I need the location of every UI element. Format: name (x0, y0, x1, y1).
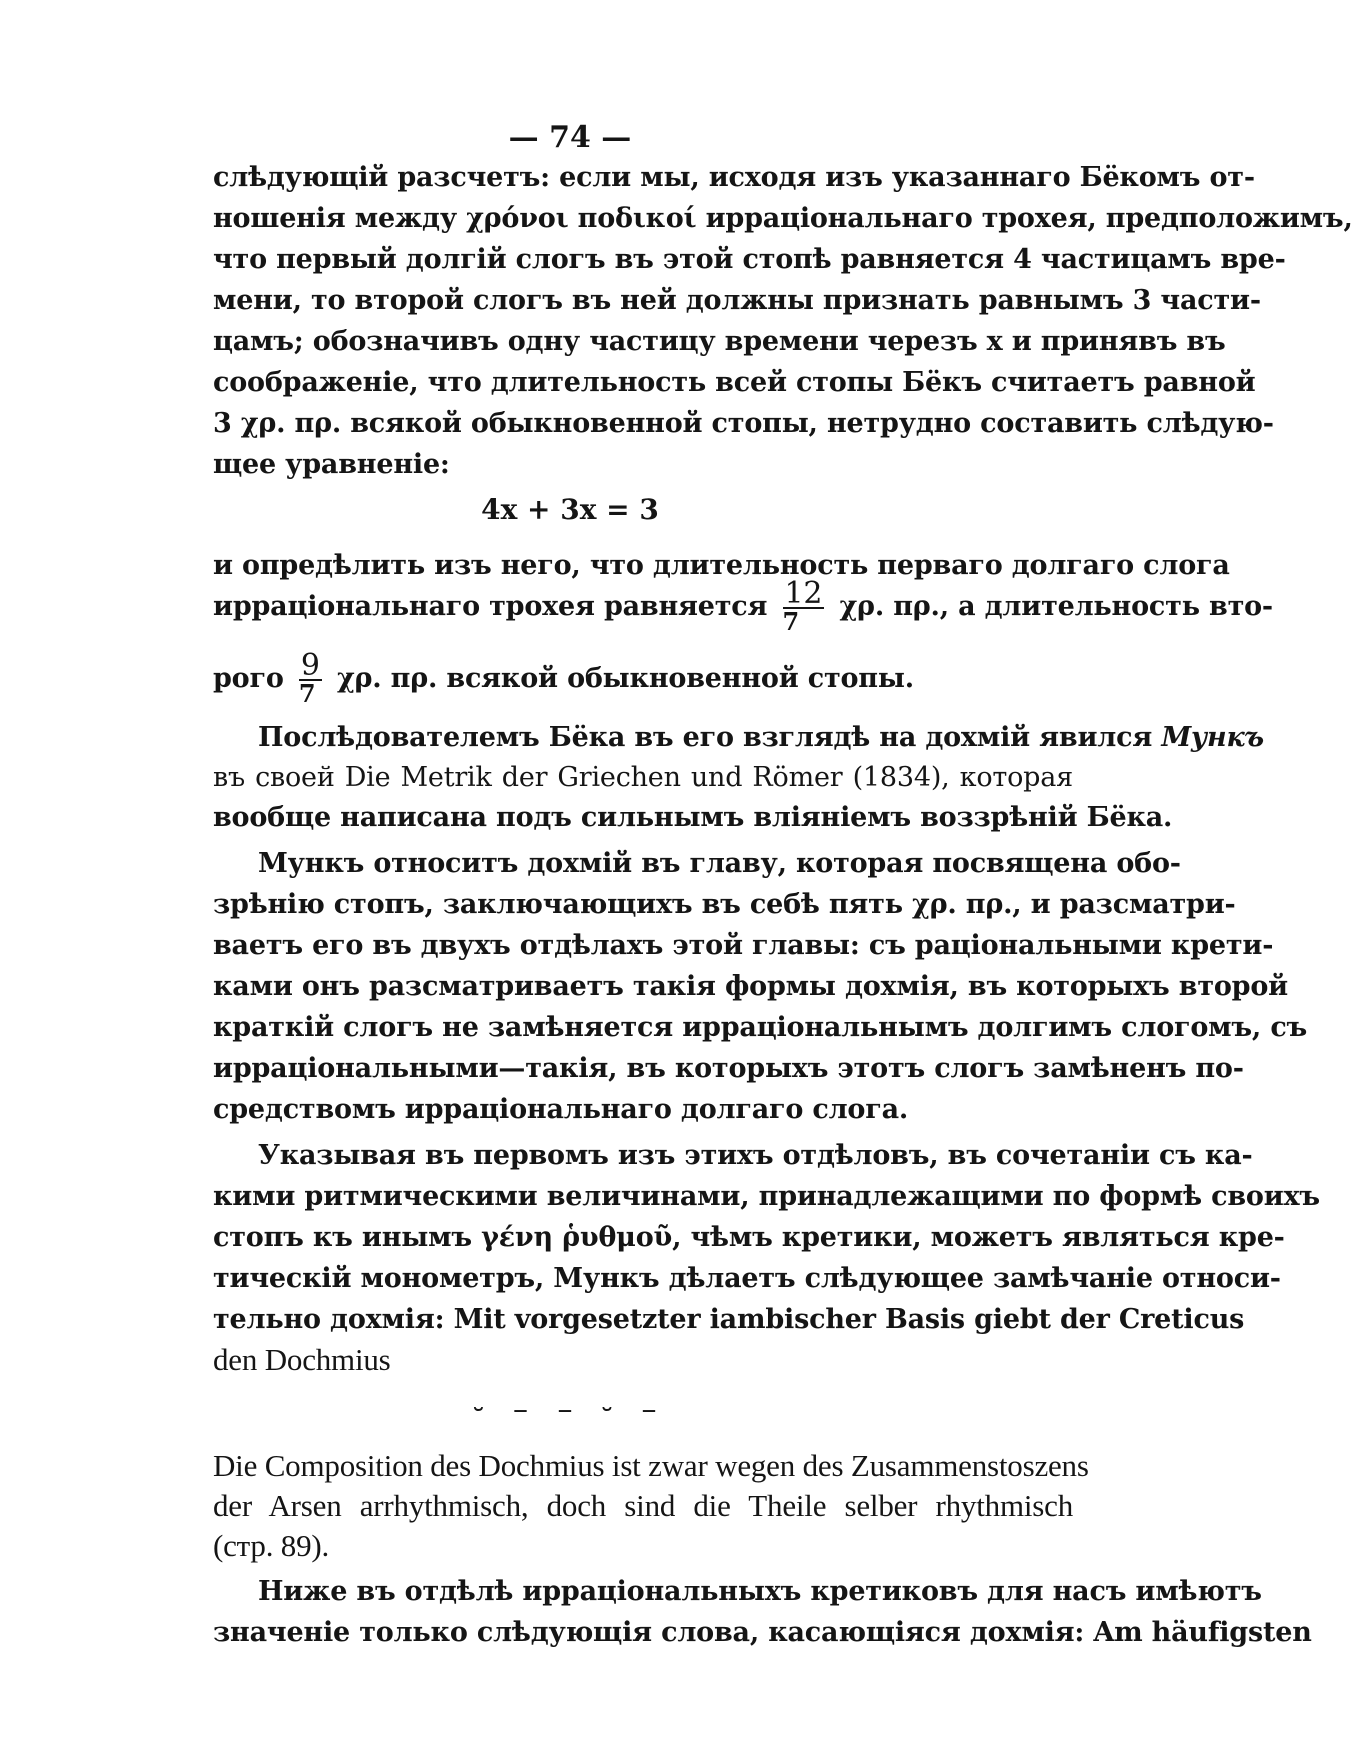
fraction-numerator: 12 (784, 575, 823, 611)
text-line: значеніе только слѣдующія слова, касающіяся дохмія: Am häufigsten (213, 1617, 1312, 1648)
text-line: въ своей Die Metrik der Griechen und Römer (1834), которая (213, 762, 1073, 793)
text-line: кими ритмическими величинами, принадлежащими по формѣ своихъ (213, 1181, 1320, 1212)
text-line: Ниже въ отдѣлѣ ирраціональныхъ кретиковъ для насъ имѣютъ (258, 1576, 1262, 1607)
text-line: соображеніе, что длительность всей стопы Бёкъ считаетъ равной (213, 367, 1256, 398)
text-line: ваетъ его въ двухъ отдѣлахъ этой главы: съ раціональными крети- (213, 930, 1274, 961)
text-line: зрѣнію стопъ, заключающихъ въ себѣ пять χρ. πρ., и разсматри- (213, 889, 1236, 920)
text-line: краткій слогъ не замѣняется ирраціональнымъ долгимъ слогомъ, съ (213, 1012, 1308, 1043)
fraction (782, 575, 825, 636)
text-span: χρ. πρ., а длительность вто- (839, 591, 1273, 622)
text-line (258, 720, 1264, 756)
text-line: Указывая въ первомъ изъ этихъ отдѣловъ, въ сочетаніи съ ка- (258, 1140, 1253, 1171)
text-line: тическій монометръ, Мункъ дѣлаетъ слѣдующее замѣчаніе относи- (213, 1263, 1281, 1294)
fraction-line (213, 644, 1073, 714)
text-span: Послѣдователемъ Бёка въ его взглядѣ на дохмій явился (258, 722, 1153, 753)
text-span: ирраціональнаго трохея равняется (213, 591, 768, 622)
text-line: стопъ къ инымъ γένη ῥυθμοῦ, чѣмъ кретики, можетъ являться кре- (213, 1222, 1285, 1253)
fraction-denominator: 7 (782, 606, 800, 636)
text-line: (стр. 89). (213, 1528, 330, 1563)
text-line: что первый долгій слогъ въ этой стопѣ равняется 4 частицамъ вре- (213, 244, 1286, 275)
text-line: и опредѣлить изъ него, что длительность перваго долгаго слога (213, 550, 1230, 581)
page-number: — 74 — (508, 120, 632, 155)
equation: 4x + 3x = 3 (481, 493, 659, 526)
text-line: ирраціональными—такія, въ которыхъ этотъ слогъ замѣненъ по- (213, 1053, 1244, 1084)
text-line: den Dochmius (213, 1342, 391, 1377)
author-name: Мункъ (1161, 722, 1264, 753)
text-line: цамъ; обозначивъ одну частицу времени черезъ x и принявъ въ (213, 326, 1226, 357)
text-line: средствомъ ирраціональнаго долгаго слога. (213, 1094, 909, 1125)
fraction-denominator: 7 (298, 678, 316, 708)
text-line: щее уравненіе: (213, 449, 450, 480)
text-line: слѣдующій разсчетъ: если мы, исходя изъ указаннаго Бёкомъ от- (213, 162, 1255, 193)
text-line: ношенія между χρόνοι ποδικοί ирраціональнаго трохея, предположимъ, (213, 203, 1353, 234)
text-line: тельно дохмія: Mit vorgesetzter iambischer Basis giebt der Creticus (213, 1304, 1245, 1335)
text-line: Мункъ относитъ дохмій въ главу, которая посвящена обо- (258, 848, 1181, 879)
text-span: рого (213, 663, 284, 694)
fraction (298, 647, 322, 708)
text-line: вообще написана подъ сильнымъ вліяніемъ воззрѣній Бёка. (213, 802, 1173, 833)
text-line: 3 χρ. πρ. всякой обыкновенной стопы, нетрудно составить слѣдую- (213, 408, 1274, 439)
fraction-numerator: 9 (300, 647, 320, 683)
text-line: мени, то второй слогъ въ ней должны признать равнымъ 3 части- (213, 285, 1261, 316)
text-line: ками онъ разсматриваетъ такія формы дохмія, въ которыхъ второй (213, 971, 1288, 1002)
text-line: Die Composition des Dochmius ist zwar wegen des Zusammenstoszens (213, 1448, 1089, 1483)
fraction-line (213, 572, 1273, 642)
text-line: der Arsen arrhythmisch, doch sind die Theile selber rhythmisch (213, 1488, 1073, 1523)
text-span: χρ. πρ. всякой обыкновенной стопы. (336, 663, 914, 694)
meter-scheme: ⏑ – – ⏑ – (473, 1392, 667, 1427)
